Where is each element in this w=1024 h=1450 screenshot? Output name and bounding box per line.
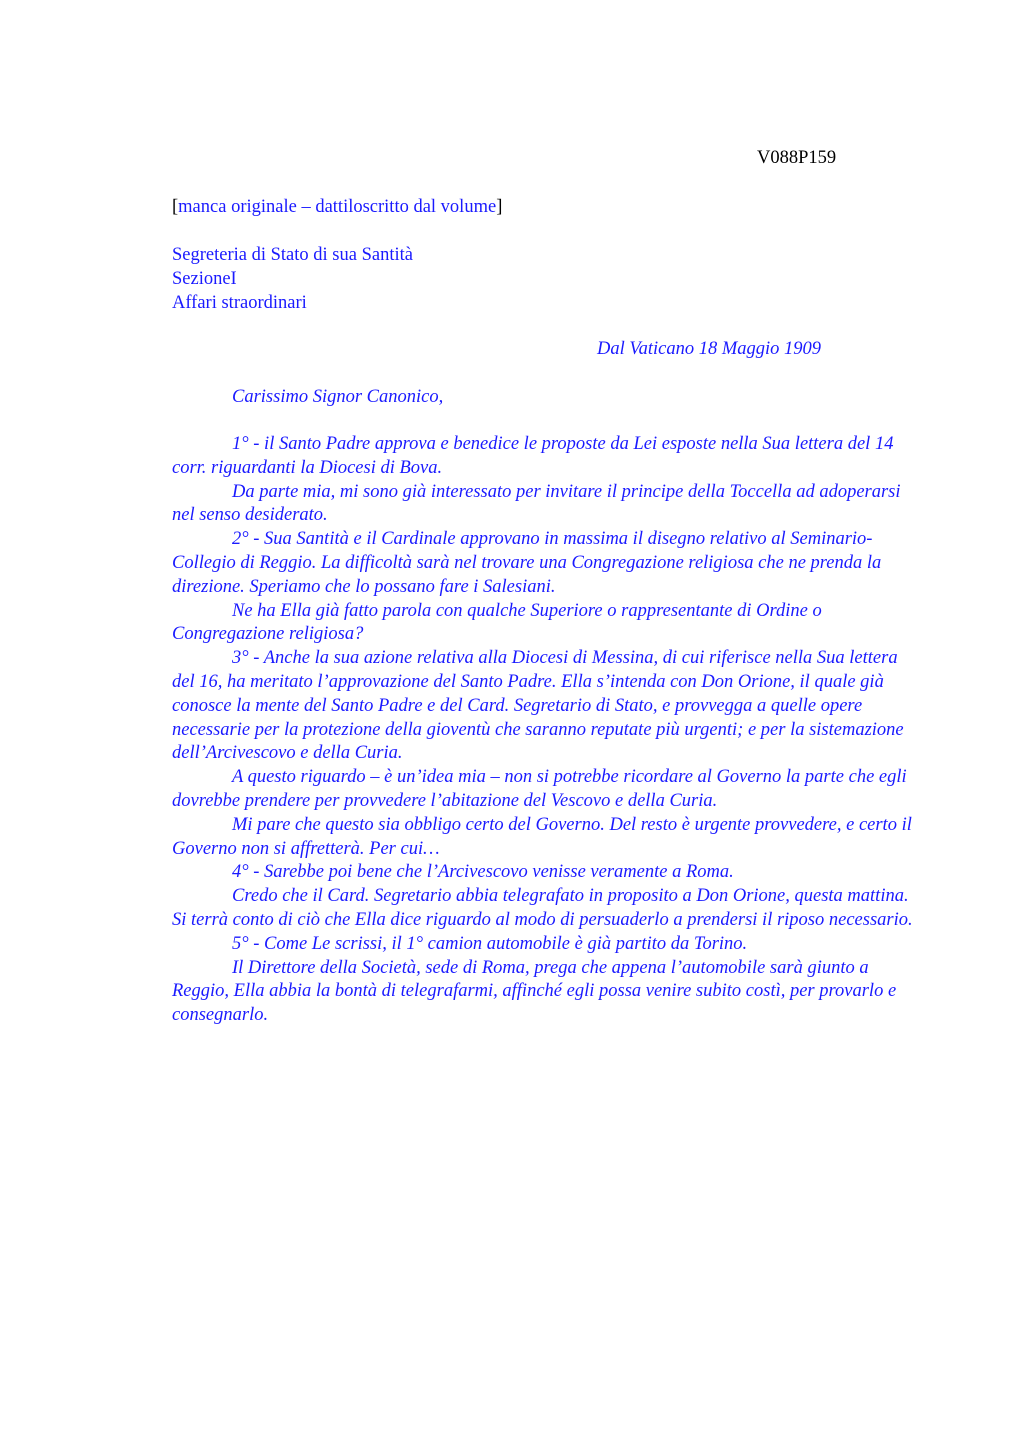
paragraph-point-1: 1° - il Santo Padre approva e benedice le proposte da Lei esposte nella Sua lettera del 14 corr. riguardanti la Diocesi di Bova. bbox=[172, 434, 894, 478]
letterhead-line-secretariat: Segreteria di Stato di sua Santità bbox=[172, 245, 413, 265]
paragraph-point-2: 2° - Sua Santità e il Cardinale approvano in massima il disegno relativo al Seminario-Collegio di Reggio. La difficoltà sarà nel trovare una Congregazione religiosa che ne prenda la direzione. Speriamo che lo possano fare i Salesiani. bbox=[172, 529, 882, 597]
archival-note bbox=[172, 196, 502, 218]
page-id: V088P159 bbox=[757, 148, 837, 168]
paragraph-telegram: Credo che il Card. Segretario abbia telegrafato in proposito a Don Orione, questa mattina. Si terrà conto di ciò che Ella dice riguardo al modo di persuaderlo a prendersi il riposo necessario. bbox=[172, 886, 913, 930]
letterhead bbox=[172, 243, 413, 315]
paragraph-government-idea: A questo riguardo – è un’idea mia – non si potrebbe ricordare al Governo la parte che egli dovrebbe prendere per provvedere l’abitazione del Vescovo e della Curia. bbox=[172, 767, 907, 811]
paragraph-point-4: 4° - Sarebbe poi bene che l’Arcivescovo venisse veramente a Roma. bbox=[232, 862, 734, 883]
paragraph-toccella: Da parte mia, mi sono già interessato per invitare il principe della Toccella ad adoperarsi nel senso desiderato. bbox=[172, 481, 901, 526]
paragraph-government-duty: Mi pare che questo sia obbligo certo del Governo. Del resto è urgente provvedere, e certo il Governo non si affretterà. Per cui… bbox=[172, 814, 912, 859]
letter-body bbox=[172, 433, 924, 1028]
note-text: manca originale – dattiloscritto dal volume bbox=[178, 197, 497, 217]
paragraph-point-5: 5° - Come Le scrissi, il 1° camion automobile è già partito da Torino. bbox=[232, 933, 748, 954]
salutation: Carissimo Signor Canonico, bbox=[232, 387, 444, 407]
letterhead-line-section: SezioneI bbox=[172, 269, 237, 289]
paragraph-point-3: 3° - Anche la sua azione relativa alla Diocesi di Messina, di cui riferisce nella Sua lettera del 16, ha meritato l’approvazione del Santo Padre. Ella s’intenda con Don Orione, il quale già conosce la mente del Santo Padre e del Card. Segretario di Stato, e provvegga a quelle opere necessarie per la protezione della gioventù che saranno reputate più urgenti; e per la sistemazione dell’Arcivescovo e della Curia. bbox=[172, 648, 904, 764]
note-close-bracket: ] bbox=[496, 197, 503, 217]
letterhead-line-affairs: Affari straordinari bbox=[172, 293, 307, 313]
paragraph-question: Ne ha Ella già fatto parola con qualche Superiore o rappresentante di Ordine o Congregazione religiosa? bbox=[172, 600, 822, 645]
letter-date: Dal Vaticano 18 Maggio 1909 bbox=[597, 339, 822, 359]
paragraph-director: Il Direttore della Società, sede di Roma, prega che appena l’automobile sarà giunto a Reggio, Ella abbia la bontà di telegrafarmi, affinché egli possa venire subito costì, per provarlo e consegnarlo. bbox=[172, 957, 897, 1026]
note-open-bracket: [ bbox=[172, 197, 179, 217]
